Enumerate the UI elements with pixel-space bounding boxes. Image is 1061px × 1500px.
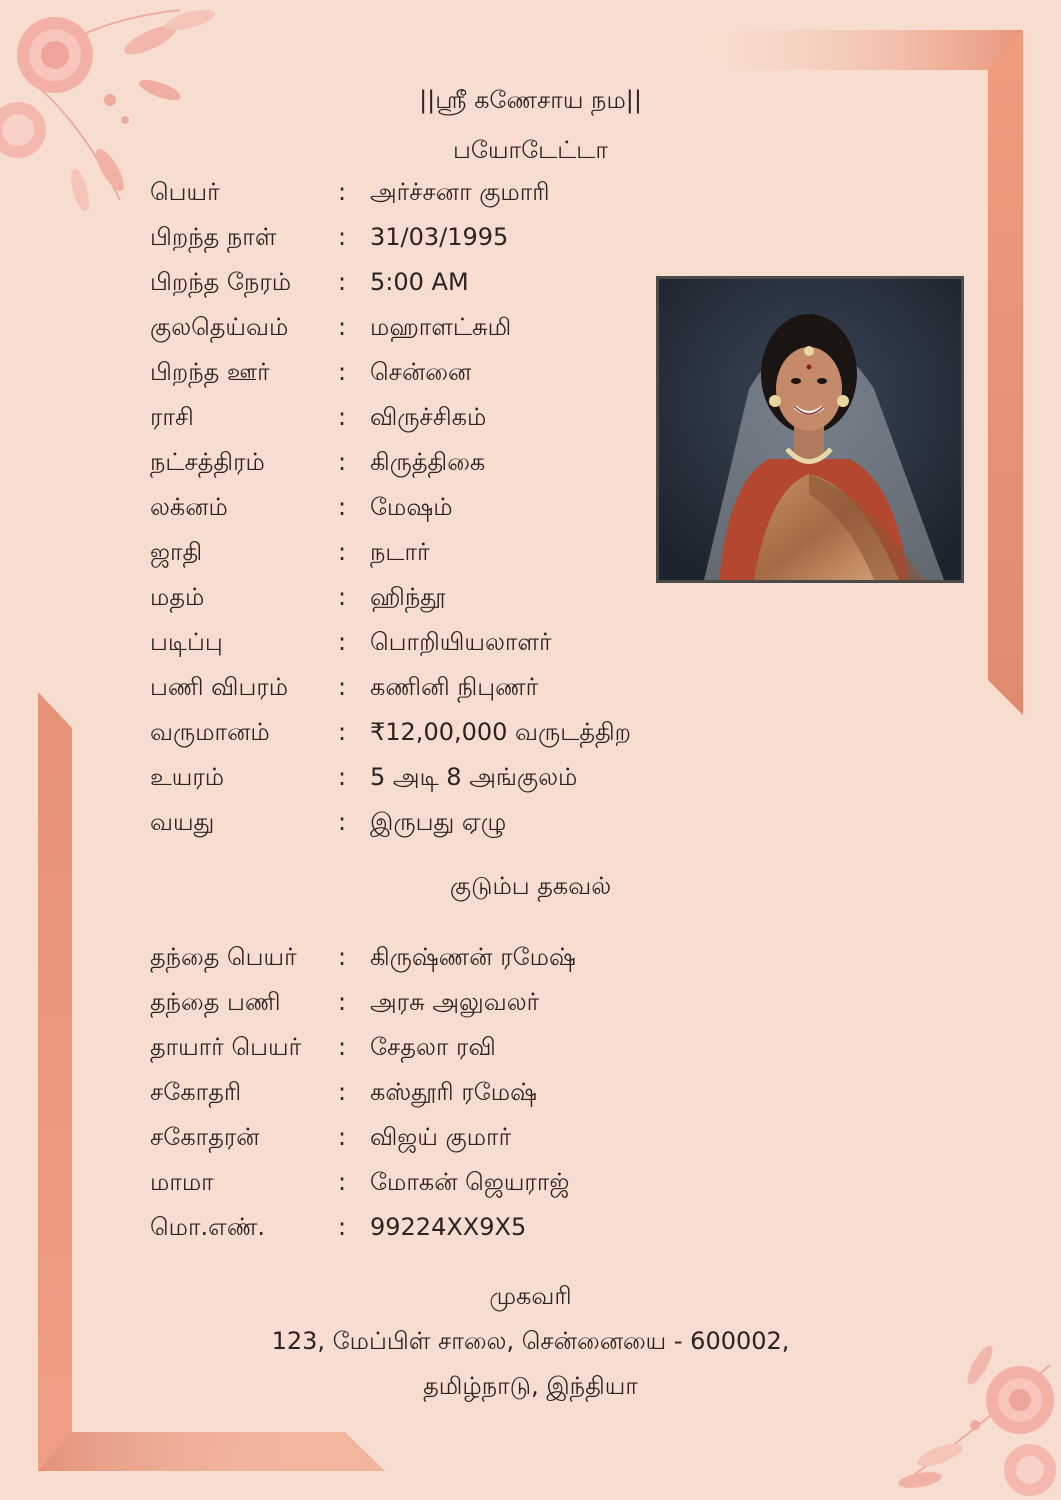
detail-label: பிறந்த நேரம் [150,268,292,296]
family-label: சகோதரன் [150,1123,260,1151]
family-value: மோகன் ஜெயராஜ் [370,1168,570,1196]
detail-value: 31/03/1995 [370,223,509,251]
detail-colon: : [338,493,347,521]
detail-value: பொறியியலாளர் [370,628,552,656]
detail-colon: : [338,628,347,656]
detail-colon: : [338,448,347,476]
family-value: அரசு அலுவலர் [370,988,540,1016]
detail-label: ஜாதி [150,538,203,566]
detail-label: பிறந்த நாள் [150,223,277,251]
detail-colon: : [338,403,347,431]
family-value: கிருஷ்ணன் ரமேஷ் [370,943,576,971]
detail-value: ₹12,00,000 வருடத்திற [370,718,631,746]
address-heading: முகவரி [489,1282,572,1310]
page-title: பயோடேட்டா [453,136,608,164]
family-label: தாயார் பெயர் [150,1033,302,1061]
detail-value: கிருத்திகை [370,448,486,476]
detail-label: படிப்பு [150,628,223,656]
address-line-1: 123, மேப்பிள் சாலை, சென்னையை - 600002, [271,1327,790,1355]
family-label: தந்தை பணி [150,988,281,1016]
detail-label: மதம் [150,583,205,611]
detail-value: 5:00 AM [370,268,469,296]
family-value: விஜய் குமார் [370,1123,512,1151]
family-colon: : [338,1123,347,1151]
frame-right-edge [988,30,1023,715]
family-colon: : [338,1213,347,1241]
family-info-heading: குடும்ப தகவல் [449,872,612,900]
family-label: தந்தை பெயர் [150,943,297,971]
detail-label: பிறந்த ஊர் [150,358,270,386]
detail-colon: : [338,313,347,341]
detail-value: கணினி நிபுணர் [370,673,539,701]
detail-label: வருமானம் [150,718,270,746]
detail-value: 5 அடி 8 அங்குலம் [370,763,578,791]
detail-label: உயரம் [150,763,225,791]
detail-value: சென்னை [370,358,472,386]
address-line-2: தமிழ்நாடு, இந்தியா [423,1372,638,1400]
detail-label: ராசி [150,403,194,431]
detail-colon: : [338,358,347,386]
detail-value: விருச்சிகம் [370,403,487,431]
detail-colon: : [338,268,347,296]
detail-colon: : [338,763,347,791]
family-label: மாமா [150,1168,214,1196]
detail-colon: : [338,178,347,206]
family-value: சேதலா ரவி [370,1033,496,1061]
detail-label: குலதெய்வம் [150,313,289,341]
family-colon: : [338,988,347,1016]
family-colon: : [338,1168,347,1196]
detail-label: பெயர் [150,178,220,206]
invocation-heading: ||ஸ்ரீ கணேசாய நம|| [419,86,642,114]
family-colon: : [338,1078,347,1106]
detail-value: அர்ச்சனா குமாரி [370,178,550,206]
family-colon: : [338,1033,347,1061]
detail-label: பணி விபரம் [150,673,289,701]
detail-colon: : [338,583,347,611]
family-label: மொ.எண். [150,1213,266,1241]
detail-colon: : [338,673,347,701]
detail-value: மஹாளட்சுமி [370,313,512,341]
detail-value: இருபது ஏழு [370,808,507,836]
profile-photo [656,276,964,583]
detail-colon: : [338,223,347,251]
detail-colon: : [338,718,347,746]
detail-value: ஹிந்தூ [370,583,446,611]
detail-label: லக்னம் [150,493,228,521]
family-colon: : [338,943,347,971]
detail-label: நட்சத்திரம் [150,448,265,476]
detail-value: மேஷம் [370,493,453,521]
bride-portrait-image [659,279,961,580]
frame-bottom-edge [38,1432,385,1471]
detail-colon: : [338,538,347,566]
detail-value: நடார் [370,538,430,566]
detail-label: வயது [150,808,215,836]
family-value: கஸ்தூரி ரமேஷ் [370,1078,537,1106]
family-label: சகோதரி [150,1078,242,1106]
family-value: 99224XX9X5 [370,1213,527,1241]
detail-colon: : [338,808,347,836]
